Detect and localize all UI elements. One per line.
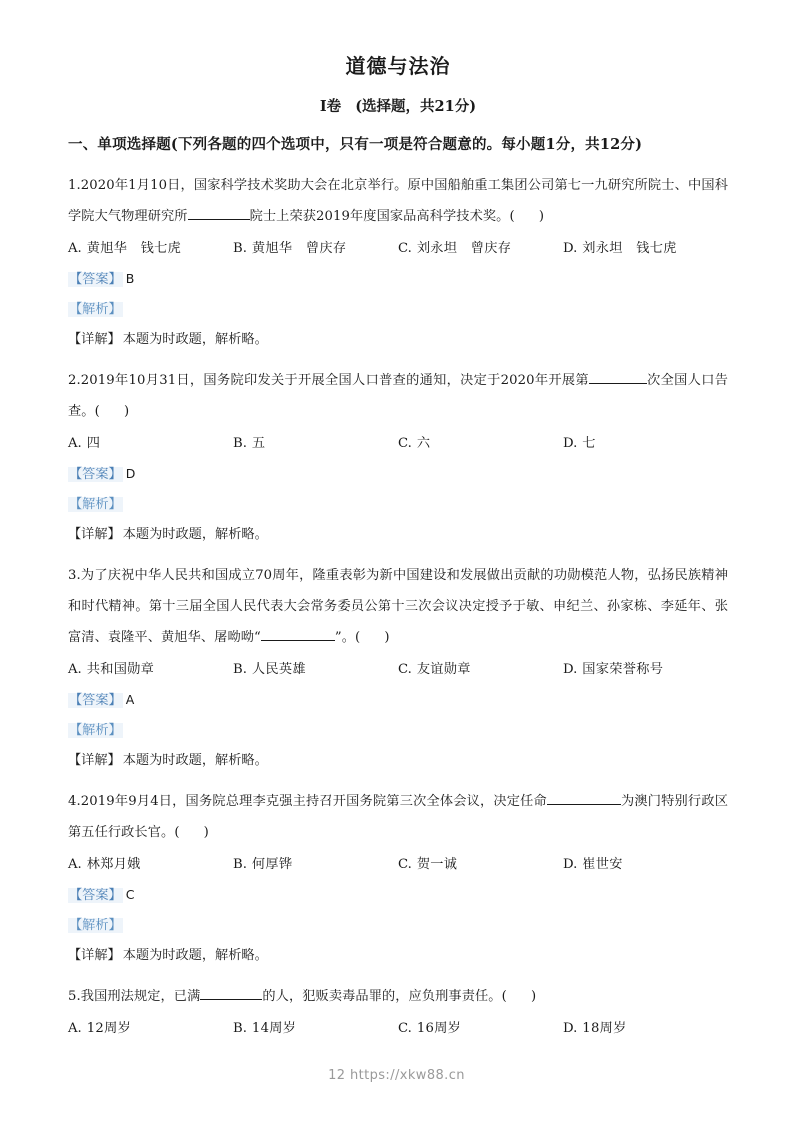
- answer-value: C: [125, 886, 135, 902]
- analysis-label: 【解析】: [69, 917, 122, 933]
- question-block: [68, 786, 728, 971]
- part-label: Ⅰ卷: [319, 98, 342, 115]
- option-text: 18周岁: [582, 1020, 627, 1036]
- question-stem-text: 为了庆祝中华人民共和国成立70周年，隆重表彰为新中国建设和发展做出贡献的功勋模范人物，弘扬民族精神和时代精神。第十三届全国人民代表大会常务委员公第十三次会议决定授予于敏、申纪兰、孙家栋、李延年、张富清、袁隆平、黄旭华、屠呦呦“: [68, 567, 728, 645]
- option-text: 贺一诚: [416, 856, 458, 872]
- question-block: [68, 170, 728, 355]
- option-text: 14周岁: [251, 1020, 297, 1036]
- part-description: (选择题，共21分): [355, 98, 477, 115]
- option-tag: A.: [68, 1020, 82, 1036]
- option-c[interactable]: [398, 429, 563, 459]
- answer-label: 【答案】: [69, 887, 122, 903]
- option-list: [68, 655, 728, 685]
- question-stem-text-2: 的人，犯贩卖毒品罪的，应负刑事责任。: [262, 988, 502, 1004]
- option-tag: C.: [398, 856, 412, 872]
- answer-row: [68, 880, 728, 911]
- detail-row: [68, 941, 728, 971]
- option-a[interactable]: [68, 1014, 233, 1044]
- option-tag: D.: [563, 435, 578, 451]
- option-text: 刘永坦 曾庆存: [416, 240, 512, 256]
- answer-paren: ( ): [501, 988, 537, 1004]
- option-tag: A.: [68, 240, 82, 256]
- option-tag: D.: [563, 661, 578, 677]
- answer-row: [68, 264, 728, 295]
- option-d[interactable]: [563, 1014, 728, 1044]
- question-stem-text: 2019年10月31日，国务院印发关于开展全国人口普查的通知，决定于2020年开展第: [80, 372, 589, 388]
- option-text: 五: [251, 435, 266, 451]
- fill-blank: [547, 804, 621, 805]
- question-block: [68, 560, 728, 776]
- answer-paren: ( ): [509, 208, 545, 224]
- question-number: 1.: [68, 177, 81, 193]
- answer-value: D: [125, 465, 136, 481]
- option-text: 共和国勋章: [86, 661, 155, 677]
- option-c[interactable]: [398, 234, 563, 264]
- option-tag: C.: [398, 240, 412, 256]
- footer-watermark: 12 https://xkw88.cn: [328, 1068, 465, 1083]
- question-stem: [68, 170, 728, 232]
- detail-text: 本题为时政题，解析略。: [122, 526, 268, 542]
- option-c[interactable]: [398, 1014, 563, 1044]
- option-d[interactable]: [563, 234, 728, 264]
- option-text: 七: [582, 435, 596, 451]
- answer-label: 【答案】: [69, 692, 122, 708]
- option-c[interactable]: [398, 850, 563, 880]
- question-block: [68, 981, 728, 1044]
- analysis-row: [68, 490, 728, 520]
- question-stem: [68, 786, 728, 848]
- analysis-row: [68, 295, 728, 325]
- option-list: [68, 1014, 728, 1044]
- analysis-label: 【解析】: [69, 722, 122, 738]
- option-tag: D.: [563, 856, 578, 872]
- option-tag: C.: [398, 435, 412, 451]
- fill-blank: [589, 383, 647, 384]
- answer-row: [68, 459, 728, 490]
- question-stem: [68, 365, 728, 427]
- option-a[interactable]: [68, 850, 233, 880]
- detail-row: [68, 520, 728, 550]
- option-text: 六: [416, 435, 431, 451]
- option-text: 何厚铧: [251, 856, 293, 872]
- answer-paren: ( ): [355, 629, 390, 645]
- question-number: 5.: [68, 988, 81, 1004]
- option-b[interactable]: [233, 655, 398, 685]
- option-b[interactable]: [233, 234, 398, 264]
- paper-part-header: [68, 96, 728, 118]
- detail-text: 本题为时政题，解析略。: [122, 331, 268, 347]
- option-d[interactable]: [563, 655, 728, 685]
- answer-label: 【答案】: [69, 271, 122, 287]
- option-tag: A.: [68, 661, 82, 677]
- option-text: 黄旭华 曾庆存: [251, 240, 347, 256]
- detail-label: 【详解】: [68, 947, 121, 963]
- detail-text: 本题为时政题，解析略。: [122, 752, 268, 768]
- detail-label: 【详解】: [68, 752, 121, 768]
- question-block: [68, 365, 728, 550]
- analysis-label: 【解析】: [69, 301, 122, 317]
- question-number: 4.: [68, 793, 81, 809]
- question-stem-text-2: 为澳门特别行政区第五任行政长官。: [68, 793, 728, 840]
- answer-paren: ( ): [174, 824, 210, 840]
- option-tag: A.: [68, 435, 82, 451]
- fill-blank: [261, 640, 335, 641]
- section-title: 一、单项选择题(下列各题的四个选项中，只有一项是符合题意的。每小题1分，共12分): [68, 135, 643, 153]
- question-stem-text-2: ”。: [334, 629, 356, 645]
- option-tag: B.: [233, 1020, 247, 1036]
- fill-blank: [188, 219, 250, 220]
- option-tag: B.: [233, 661, 247, 677]
- question-stem-text-2: 次全国人口告查。: [68, 372, 728, 419]
- analysis-label: 【解析】: [69, 496, 122, 512]
- option-tag: B.: [233, 856, 247, 872]
- question-stem-text: 2019年9月4日，国务院总理李克强主持召开国务院第三次全体会议，决定任命: [80, 793, 547, 809]
- detail-row: [68, 746, 728, 776]
- option-b[interactable]: [233, 429, 398, 459]
- option-tag: A.: [68, 856, 82, 872]
- question-stem: [68, 560, 728, 653]
- option-tag: B.: [233, 240, 247, 256]
- answer-value: B: [125, 270, 135, 286]
- question-stem-text: 我国刑法规定，已满: [80, 988, 201, 1004]
- option-b[interactable]: [233, 1014, 398, 1044]
- option-b[interactable]: [233, 850, 398, 880]
- option-d[interactable]: [563, 850, 728, 880]
- option-tag: D.: [563, 240, 578, 256]
- option-text: 16周岁: [416, 1020, 462, 1036]
- option-tag: C.: [398, 661, 412, 677]
- option-text: 四: [86, 435, 101, 451]
- analysis-row: [68, 716, 728, 746]
- option-text: 崔世安: [582, 856, 623, 872]
- option-list: [68, 850, 728, 880]
- option-text: 12周岁: [86, 1020, 132, 1036]
- detail-text: 本题为时政题，解析略。: [122, 947, 268, 963]
- fill-blank: [200, 999, 262, 1000]
- page-title: 道德与法治: [345, 54, 451, 78]
- option-c[interactable]: [398, 655, 563, 685]
- option-text: 林郑月娥: [86, 856, 141, 872]
- option-text: 黄旭华 钱七虎: [86, 240, 182, 256]
- option-tag: C.: [398, 1020, 412, 1036]
- option-text: 人民英雄: [251, 661, 306, 677]
- option-list: [68, 429, 728, 459]
- option-a[interactable]: [68, 655, 233, 685]
- question-stem-text-2: 院士上荣获2019年度国家品高科学技术奖。: [249, 208, 510, 224]
- question-number: 2.: [68, 372, 81, 388]
- detail-row: [68, 325, 728, 355]
- option-a[interactable]: [68, 234, 233, 264]
- analysis-row: [68, 911, 728, 941]
- detail-label: 【详解】: [68, 526, 121, 542]
- answer-label: 【答案】: [69, 466, 122, 482]
- question-number: 3.: [68, 567, 81, 583]
- detail-label: 【详解】: [68, 331, 121, 347]
- answer-paren: ( ): [94, 403, 130, 419]
- option-d[interactable]: [563, 429, 728, 459]
- option-list: [68, 234, 728, 264]
- option-text: 友谊勋章: [416, 661, 471, 677]
- option-text: 刘永坦 钱七虎: [582, 240, 677, 256]
- question-stem: [68, 981, 728, 1012]
- answer-value: A: [125, 691, 135, 707]
- answer-row: [68, 685, 728, 716]
- question-stem-text: 2020年1月10日，国家科学技术奖助大会在北京举行。原中国船舶重工集团公司第七一九研究所院士、中国科学院大气物理研究所: [68, 177, 728, 224]
- option-tag: D.: [563, 1020, 578, 1036]
- document-content: [68, 52, 728, 1046]
- option-tag: B.: [233, 435, 247, 451]
- option-a[interactable]: [68, 429, 233, 459]
- option-text: 国家荣誉称号: [582, 661, 664, 677]
